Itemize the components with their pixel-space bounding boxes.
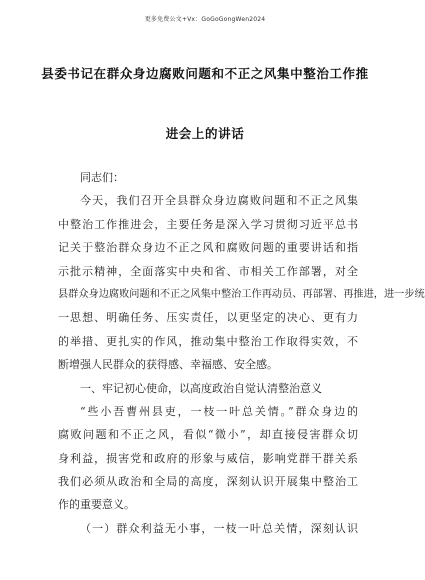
paragraph-line: 县群众身边腐败问题和不正之风集中整治工作再动员、再部署、再推进，进一步统 [58,288,425,300]
section-heading: 一、牢记初心使命，以高度政治自觉认清整治意义 [80,381,322,395]
paragraph-line: 断增强人民群众的获得感、幸福感、安全感。 [58,358,278,372]
paragraph-line: 作的重要意义。 [58,498,135,512]
document-body [58,166,425,540]
paragraph-line: 示批示精神，全面落实中央和省、市相关工作部署，对全 [58,264,358,278]
subsection-heading: （一）群众利益无小事，一枝一叶总关情，深刻认识 [80,521,358,535]
paragraph-line: 身利益，损害党和政府的形象与威信，影响党群干群关系 [58,451,358,465]
document-title-line-2: 进会上的讲话 [165,126,245,141]
paragraph-line: 今天，我们召开全县群众身边腐败问题和不正之风集 [80,194,358,208]
salutation: 同志们： [80,171,124,184]
paragraph-line: 我们必须从政治和全局的高度，深刻认识开展集中整治工 [58,475,358,489]
paragraph-line: 记关于整治群众身边不正之风和腐败问题的重要讲话和指 [58,241,358,255]
paragraph-line: 一思想、明确任务、压实责任，以更坚定的决心、更有力 [58,311,358,325]
document-title-line-1: 县委书记在群众身边腐败问题和不正之风集中整治工作推 [41,66,369,81]
paragraph-line: 的举措、更扎实的作风，推动集中整治工作取得实效，不 [58,334,358,348]
header-note: 更多免费公文+Vx：GoGoGongWen2024 [144,16,266,23]
paragraph-line: 腐败问题和不正之风，看似“微小”，却直接侵害群众切 [58,428,358,442]
paragraph-line: 中整治工作推进会，主要任务是深入学习贯彻习近平总书 [58,217,358,231]
paragraph-line: “些小吾曹州县吏，一枝一叶总关情。”群众身边的 [80,404,358,418]
